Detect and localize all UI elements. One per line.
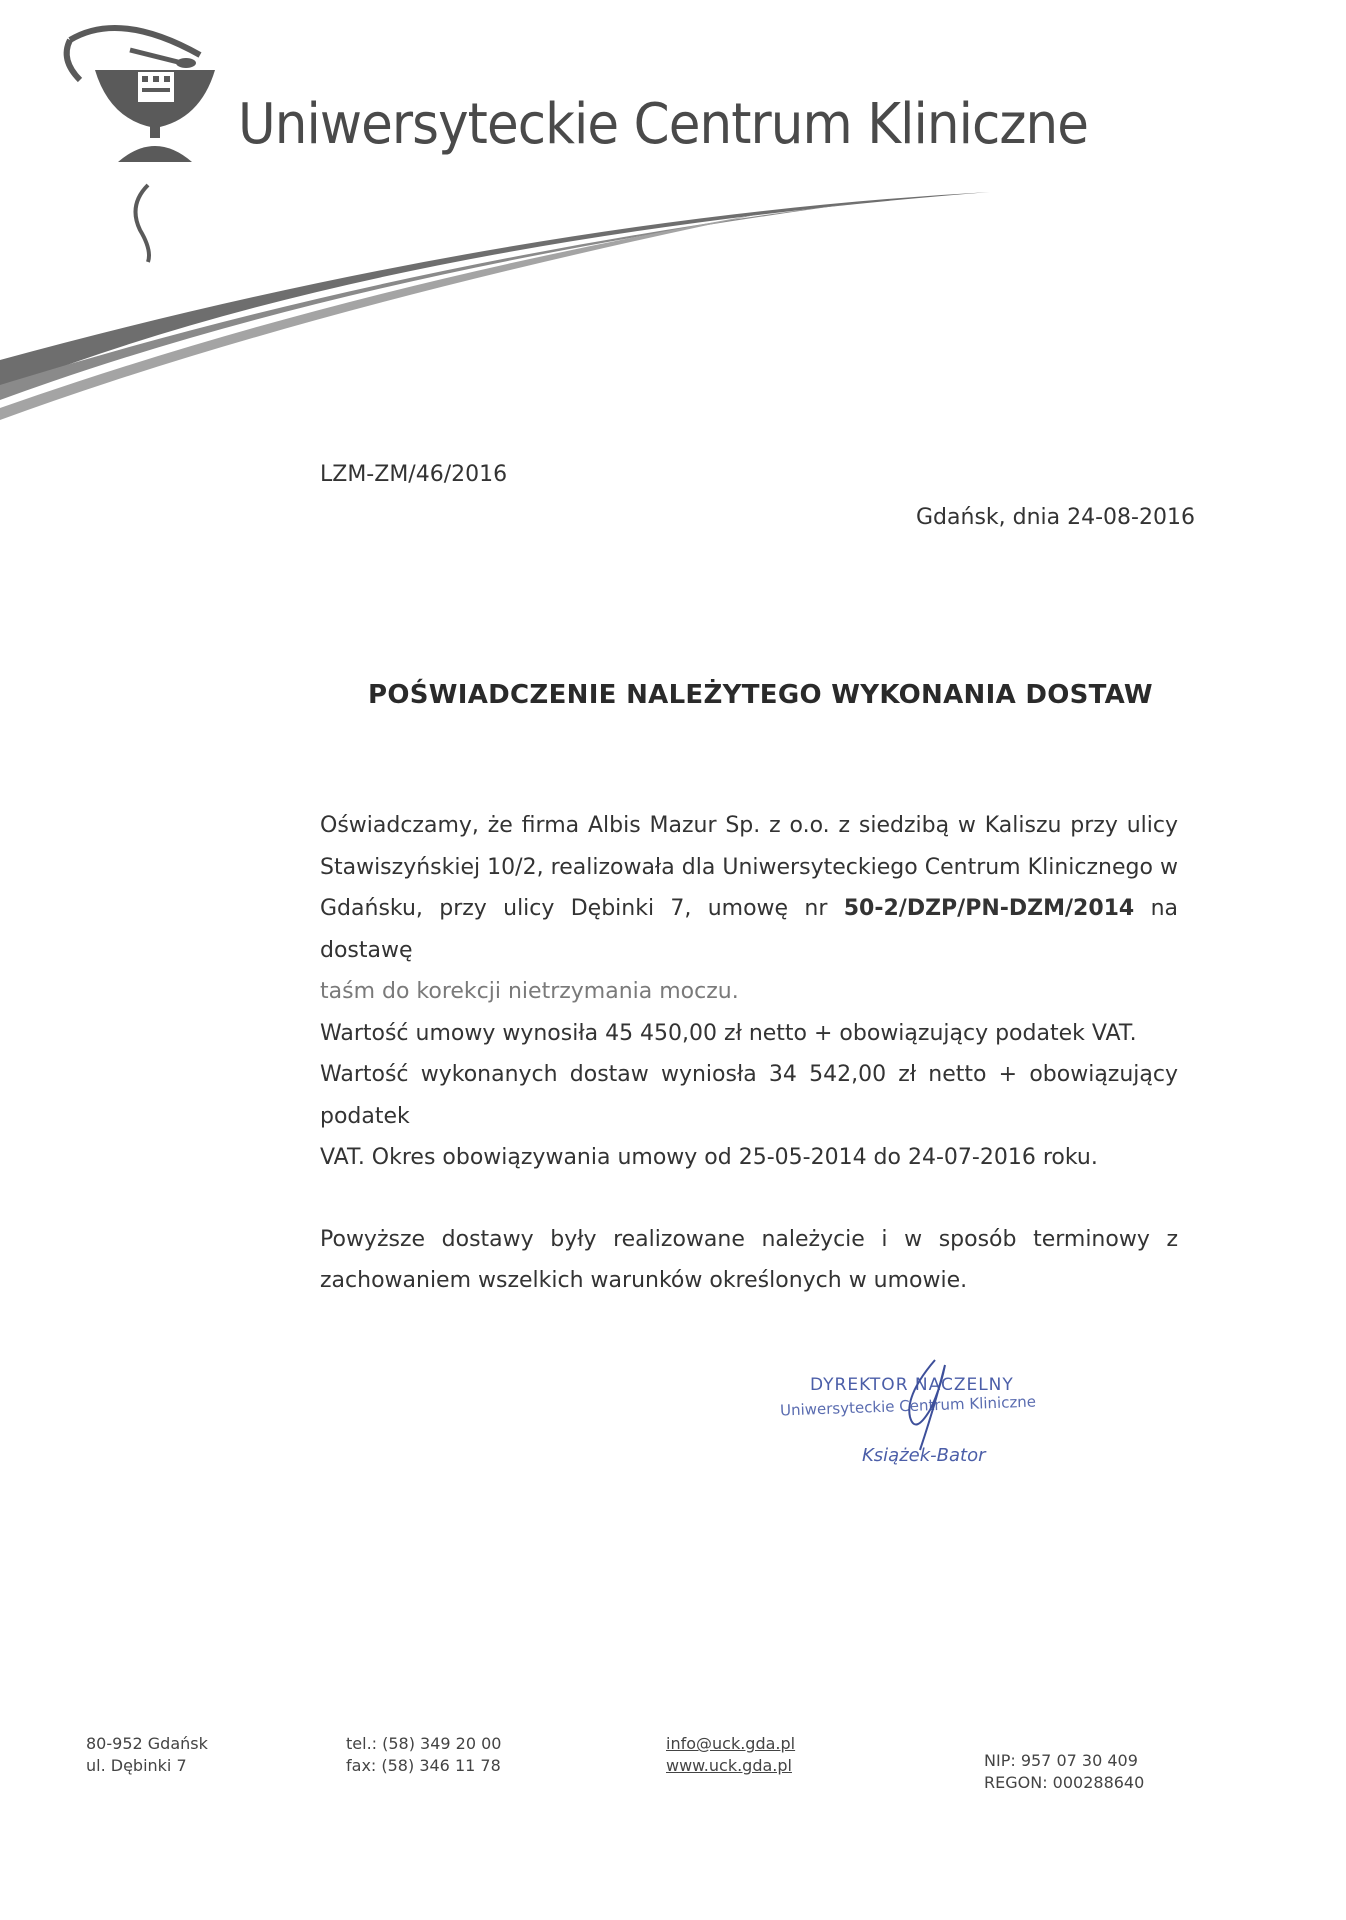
- footer-nip: NIP: 957 07 30 409: [984, 1751, 1138, 1770]
- body-line: Wartość umowy wynosiła 45 450,00 zł netto + obowiązujący podatek VAT.: [320, 1020, 1137, 1046]
- body-line: Oświadczamy, że firma Albis Mazur Sp. z o.o. z siedzibą w Kaliszu przy ulicy: [320, 813, 1178, 838]
- organization-name: Uniwersyteckie Centrum Kliniczne: [238, 92, 1089, 157]
- body-line: [320, 888, 1178, 971]
- place-and-date: Gdańsk, dnia 24-08-2016: [916, 505, 1195, 530]
- footer-regon: REGON: 000288640: [984, 1773, 1145, 1792]
- footer-fax: fax: (58) 346 11 78: [346, 1756, 501, 1775]
- body-line: Powyższe dostawy były realizowane należycie i w sposób terminowy z: [320, 1226, 1178, 1252]
- document-title: POŚWIADCZENIE NALEŻYTEGO WYKONANIA DOSTAW: [368, 680, 1153, 710]
- footer-phones: [346, 1733, 501, 1777]
- swoosh-decoration: [0, 192, 990, 420]
- body-line: Stawiszyńskiej 10/2, realizowała dla Uniwersyteckiego Centrum Klinicznego w: [320, 854, 1178, 880]
- footer-ids: [984, 1750, 1144, 1794]
- footer-contact: [666, 1733, 795, 1777]
- body-line: taśm do korekcji nietrzymania moczu.: [320, 979, 739, 1004]
- footer-address: [86, 1733, 208, 1777]
- signature-stamp: [770, 1355, 1090, 1495]
- body-line: VAT. Okres obowiązywania umowy od 25-05-2014 do 24-07-2016 roku.: [320, 1145, 1098, 1170]
- stamp-title: DYREKTOR NACZELNY: [810, 1375, 1014, 1395]
- bowl-of-hygieia-logo-icon: [67, 28, 215, 262]
- stamp-organization: Uniwersyteckie Centrum Kliniczne: [779, 1392, 1037, 1420]
- body-line: zachowaniem wszelkich warunków określonych w umowie.: [320, 1268, 968, 1293]
- body-line-text: Gdańsku, przy ulicy Dębinki 7, umowę nr: [320, 896, 844, 921]
- body-line-text: na dostawę: [320, 896, 1178, 963]
- body-line: Wartość wykonanych dostaw wyniosła 34 542,00 zł netto + obowiązujący podatek: [320, 1062, 1178, 1129]
- reference-number: LZM-ZM/46/2016: [320, 462, 508, 487]
- footer-address-line: 80-952 Gdańsk: [86, 1734, 208, 1753]
- letter-body: [320, 805, 1178, 1302]
- contract-number: 50-2/DZP/PN-DZM/2014: [843, 896, 1135, 921]
- footer-address-line: ul. Dębinki 7: [86, 1756, 187, 1775]
- letterhead-graphic: [0, 0, 1346, 470]
- handwritten-signature: [875, 1355, 965, 1455]
- footer-website-link[interactable]: www.uck.gda.pl: [666, 1756, 792, 1775]
- stamp-name: Książek-Bator: [862, 1445, 986, 1466]
- footer-phone: tel.: (58) 349 20 00: [346, 1734, 502, 1753]
- footer-email-link[interactable]: info@uck.gda.pl: [666, 1734, 796, 1753]
